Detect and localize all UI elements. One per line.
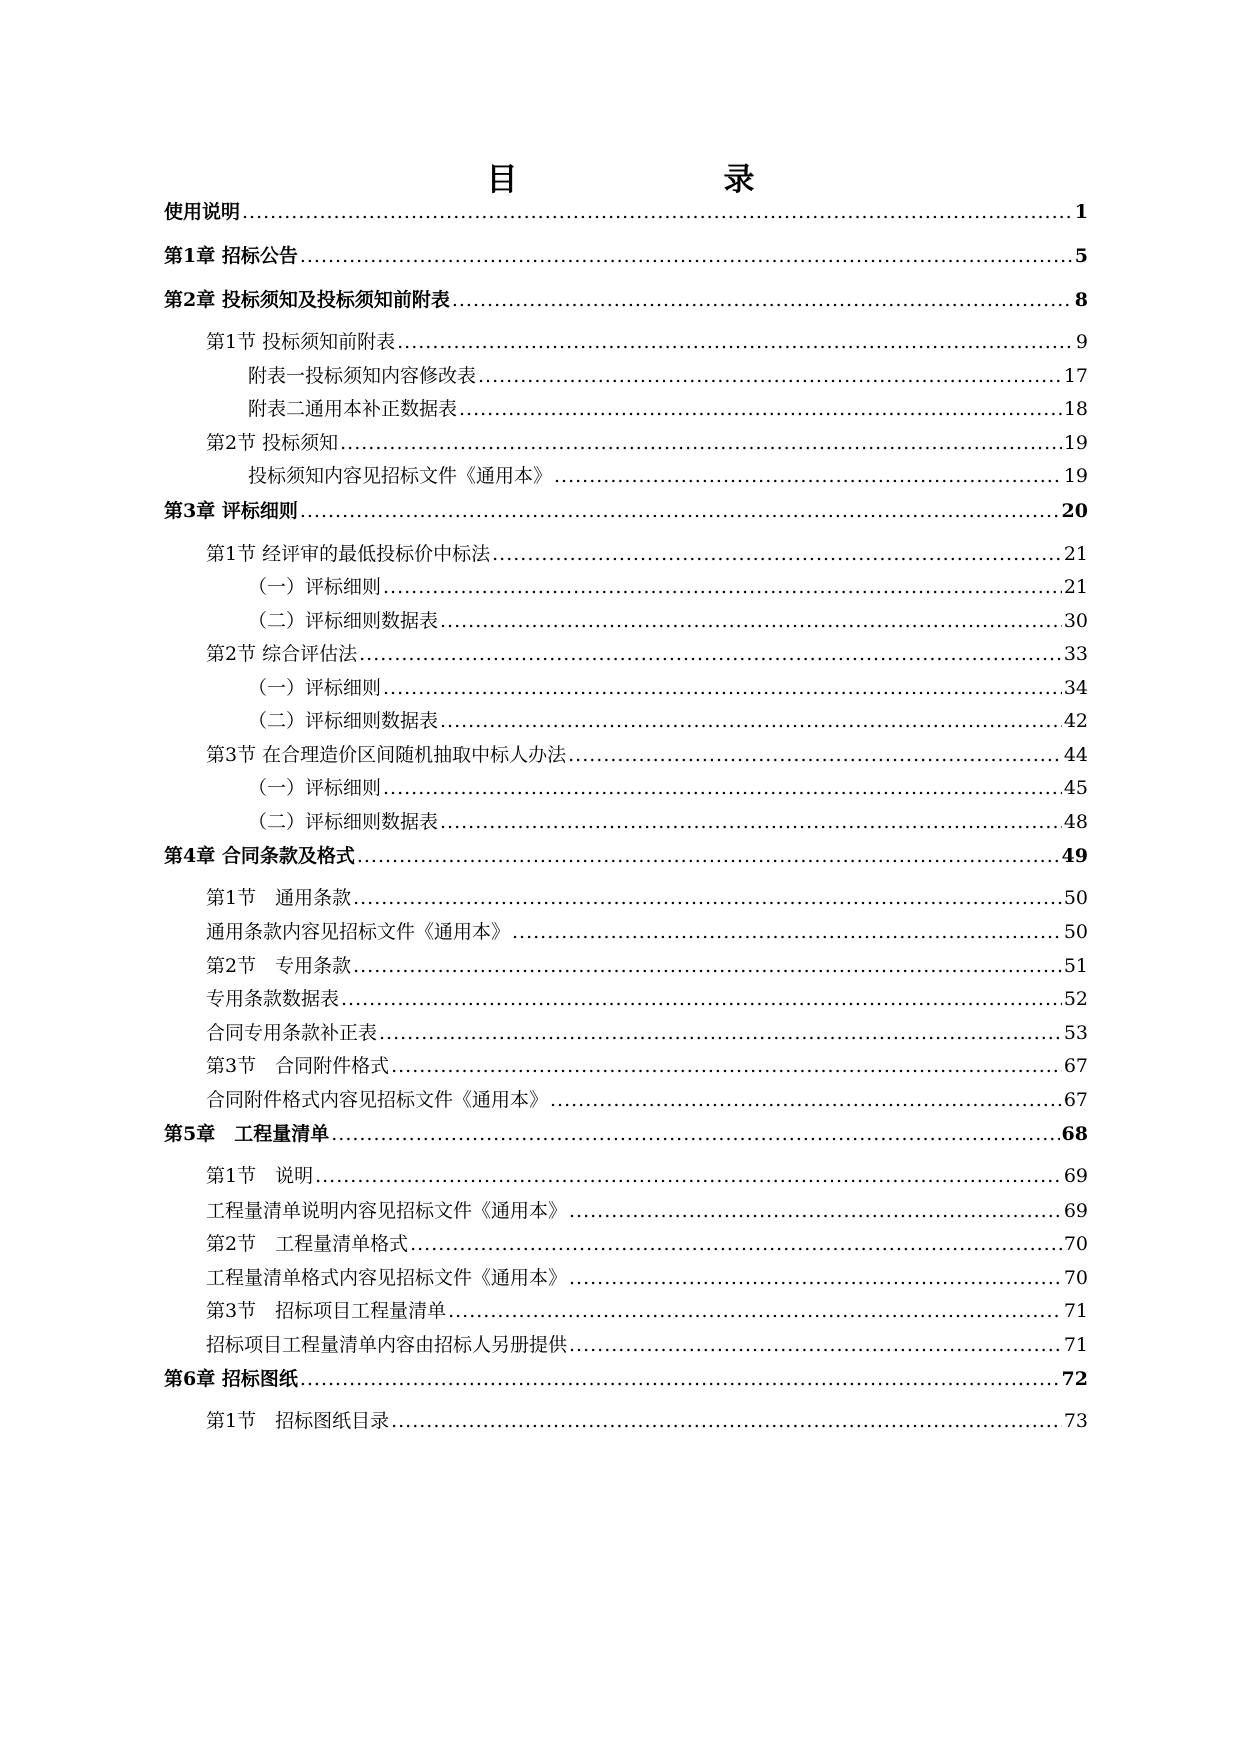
toc-dot-leader <box>391 1051 1062 1081</box>
toc-entry[interactable] <box>206 1406 1088 1436</box>
toc-entry-label: （二）评标细则数据表 <box>248 811 439 833</box>
toc-entry[interactable] <box>164 841 1088 871</box>
toc-entry[interactable] <box>164 496 1088 526</box>
toc-entry[interactable] <box>206 1018 1088 1048</box>
toc-dot-leader <box>341 984 1062 1014</box>
toc-entry-label: 第1节 投标须知前附表 <box>206 331 396 353</box>
toc-entry-page-number: 9 <box>1075 331 1088 353</box>
toc-entry-page-number: 18 <box>1063 398 1088 420</box>
toc-dot-leader <box>568 740 1062 770</box>
toc-entry-label: 合同专用条款补正表 <box>206 1022 378 1044</box>
toc-entry-label: 第1节 经评审的最低投标价中标法 <box>206 543 491 565</box>
toc-entry-label: 第2章 投标须知及投标须知前附表 <box>164 289 450 311</box>
toc-dot-leader <box>357 841 1060 871</box>
toc-dot-leader <box>315 1161 1062 1191</box>
toc-entry[interactable] <box>206 984 1088 1014</box>
toc-entry[interactable] <box>164 1119 1088 1149</box>
toc-entry-page-number: 71 <box>1063 1300 1088 1322</box>
toc-dot-leader <box>331 1119 1059 1149</box>
toc-entry-label: 第1节 通用条款 <box>206 887 352 909</box>
toc-entry-label: 第6章 招标图纸 <box>164 1368 298 1390</box>
toc-entry-label: 第2节 专用条款 <box>206 955 352 977</box>
toc-entry-page-number: 19 <box>1063 432 1088 454</box>
toc-entry[interactable] <box>206 740 1088 770</box>
toc-entry-page-number: 50 <box>1063 887 1088 909</box>
toc-entry-page-number: 42 <box>1063 710 1088 732</box>
toc-dot-leader <box>353 951 1062 981</box>
toc-entry-label: （二）评标细则数据表 <box>248 710 439 732</box>
toc-dot-leader <box>383 572 1062 602</box>
toc-dot-leader <box>353 883 1062 913</box>
toc-entry-label: 专用条款数据表 <box>206 988 340 1010</box>
toc-entry-page-number: 19 <box>1063 465 1088 487</box>
toc-entry-label: （一）评标细则 <box>248 677 382 699</box>
toc-entry[interactable] <box>248 673 1088 703</box>
toc-entry-page-number: 69 <box>1063 1200 1088 1222</box>
toc-entry-label: 第2节 投标须知 <box>206 432 339 454</box>
toc-entry[interactable] <box>248 606 1088 636</box>
toc-dot-leader <box>242 197 1073 227</box>
toc-entry-label: 第2节 工程量清单格式 <box>206 1233 409 1255</box>
toc-entry-label: 投标须知内容见招标文件《通用本》 <box>248 465 553 487</box>
toc-dot-leader <box>300 241 1073 271</box>
toc-entry-label: 第1章 招标公告 <box>164 245 298 267</box>
toc-entry-page-number: 45 <box>1063 777 1088 799</box>
toc-entry[interactable] <box>206 1296 1088 1326</box>
toc-entry[interactable] <box>206 917 1088 947</box>
toc-entry-page-number: 70 <box>1063 1233 1088 1255</box>
toc-entry[interactable] <box>206 539 1088 569</box>
toc-entry-page-number: 17 <box>1063 365 1088 387</box>
toc-entry-page-number: 67 <box>1063 1089 1088 1111</box>
toc-entry[interactable] <box>206 1051 1088 1081</box>
toc-dot-leader <box>391 1406 1062 1436</box>
toc-dot-leader <box>340 428 1062 458</box>
toc-entry[interactable] <box>164 285 1088 315</box>
toc-entry-page-number: 48 <box>1063 811 1088 833</box>
toc-entry-page-number: 5 <box>1074 245 1088 267</box>
toc-entry[interactable] <box>206 1196 1088 1226</box>
toc-entry-label: 第3节 合同附件格式 <box>206 1055 390 1077</box>
toc-entry-label: （一）评标细则 <box>248 777 382 799</box>
toc-entry-label: （一）评标细则 <box>248 576 382 598</box>
toc-entry-page-number: 34 <box>1063 677 1088 699</box>
toc-entry-page-number: 30 <box>1063 610 1088 632</box>
toc-entry-label: 工程量清单说明内容见招标文件《通用本》 <box>206 1200 568 1222</box>
toc-dot-leader <box>569 1330 1062 1360</box>
toc-dot-leader <box>397 327 1074 357</box>
toc-dot-leader <box>300 1364 1060 1394</box>
toc-entry-label: 通用条款内容见招标文件《通用本》 <box>206 921 511 943</box>
toc-dot-leader <box>448 1296 1062 1326</box>
toc-entry[interactable] <box>248 361 1088 391</box>
toc-entry-label: （二）评标细则数据表 <box>248 610 439 632</box>
toc-entry-page-number: 44 <box>1063 744 1088 766</box>
toc-dot-leader <box>440 606 1062 636</box>
toc-entry-page-number: 70 <box>1063 1267 1088 1289</box>
toc-dot-leader <box>383 773 1062 803</box>
toc-entry[interactable] <box>248 773 1088 803</box>
toc-entry-page-number: 73 <box>1063 1410 1088 1432</box>
toc-entry-label: 招标项目工程量清单内容由招标人另册提供 <box>206 1334 568 1356</box>
toc-dot-leader <box>478 361 1062 391</box>
toc-entry-page-number: 49 <box>1061 845 1088 867</box>
toc-entry-label: 附表二通用本补正数据表 <box>248 398 458 420</box>
toc-entry-label: 第5章 工程量清单 <box>164 1123 330 1145</box>
toc-entry[interactable] <box>248 572 1088 602</box>
toc-dot-leader <box>512 917 1062 947</box>
toc-entry-page-number: 51 <box>1063 955 1088 977</box>
toc-dot-leader <box>440 706 1062 736</box>
toc-dot-leader <box>452 285 1073 315</box>
toc-entry-page-number: 21 <box>1063 543 1088 565</box>
toc-entry-label: 使用说明 <box>164 201 241 223</box>
toc-entry[interactable] <box>206 327 1088 357</box>
toc-entry[interactable] <box>164 197 1088 227</box>
toc-entry-page-number: 69 <box>1063 1165 1088 1187</box>
toc-dot-leader <box>440 807 1062 837</box>
toc-entry-label: 第2节 综合评估法 <box>206 643 358 665</box>
toc-entry-page-number: 72 <box>1061 1368 1088 1390</box>
toc-entry-page-number: 52 <box>1063 988 1088 1010</box>
toc-entry-page-number: 20 <box>1061 500 1088 522</box>
toc-entry-page-number: 68 <box>1061 1123 1088 1145</box>
toc-entry[interactable] <box>206 1085 1088 1115</box>
toc-dot-leader <box>379 1018 1062 1048</box>
toc-dot-leader <box>569 1263 1062 1293</box>
page-title: 目 录 <box>486 162 803 198</box>
toc-entry-page-number: 21 <box>1063 576 1088 598</box>
toc-entry-page-number: 67 <box>1063 1055 1088 1077</box>
toc-entry[interactable] <box>206 639 1088 669</box>
toc-entry[interactable] <box>206 428 1088 458</box>
toc-entry-page-number: 33 <box>1063 643 1088 665</box>
toc-entry-label: 第3章 评标细则 <box>164 500 298 522</box>
toc-entry[interactable] <box>164 1364 1088 1394</box>
toc-entry-page-number: 1 <box>1074 201 1088 223</box>
toc-entry[interactable] <box>164 241 1088 271</box>
toc-entry-page-number: 53 <box>1063 1022 1088 1044</box>
toc-entry-label: 工程量清单格式内容见招标文件《通用本》 <box>206 1267 568 1289</box>
toc-entry-page-number: 8 <box>1074 289 1088 311</box>
toc-entry[interactable] <box>206 1263 1088 1293</box>
toc-entry-label: 第4章 合同条款及格式 <box>164 845 355 867</box>
toc-dot-leader <box>554 461 1062 491</box>
toc-entry[interactable] <box>248 807 1088 837</box>
toc-dot-leader <box>459 394 1062 424</box>
toc-entry-label: 合同附件格式内容见招标文件《通用本》 <box>206 1089 549 1111</box>
toc-entry-label: 第3节 招标项目工程量清单 <box>206 1300 447 1322</box>
toc-entry[interactable] <box>248 706 1088 736</box>
toc-dot-leader <box>359 639 1062 669</box>
toc-dot-leader <box>492 539 1062 569</box>
toc-entry-page-number: 71 <box>1063 1334 1088 1356</box>
toc-entry-label: 第3节 在合理造价区间随机抽取中标人办法 <box>206 744 567 766</box>
toc-dot-leader <box>569 1196 1062 1226</box>
toc-dot-leader <box>550 1085 1062 1115</box>
toc-dot-leader <box>410 1229 1062 1259</box>
toc-entry[interactable] <box>206 1161 1088 1191</box>
toc-entry[interactable] <box>248 394 1088 424</box>
toc-entry[interactable] <box>206 1229 1088 1259</box>
toc-entry-label: 附表一投标须知内容修改表 <box>248 365 477 387</box>
toc-entry[interactable] <box>206 1330 1088 1360</box>
toc-dot-leader <box>300 496 1060 526</box>
toc-entry[interactable] <box>206 883 1088 913</box>
toc-entry[interactable] <box>206 951 1088 981</box>
toc-entry-label: 第1节 招标图纸目录 <box>206 1410 390 1432</box>
toc-entry-label: 第1节 说明 <box>206 1165 314 1187</box>
toc-entry-page-number: 50 <box>1063 921 1088 943</box>
toc-entry[interactable] <box>248 461 1088 491</box>
toc-dot-leader <box>383 673 1062 703</box>
